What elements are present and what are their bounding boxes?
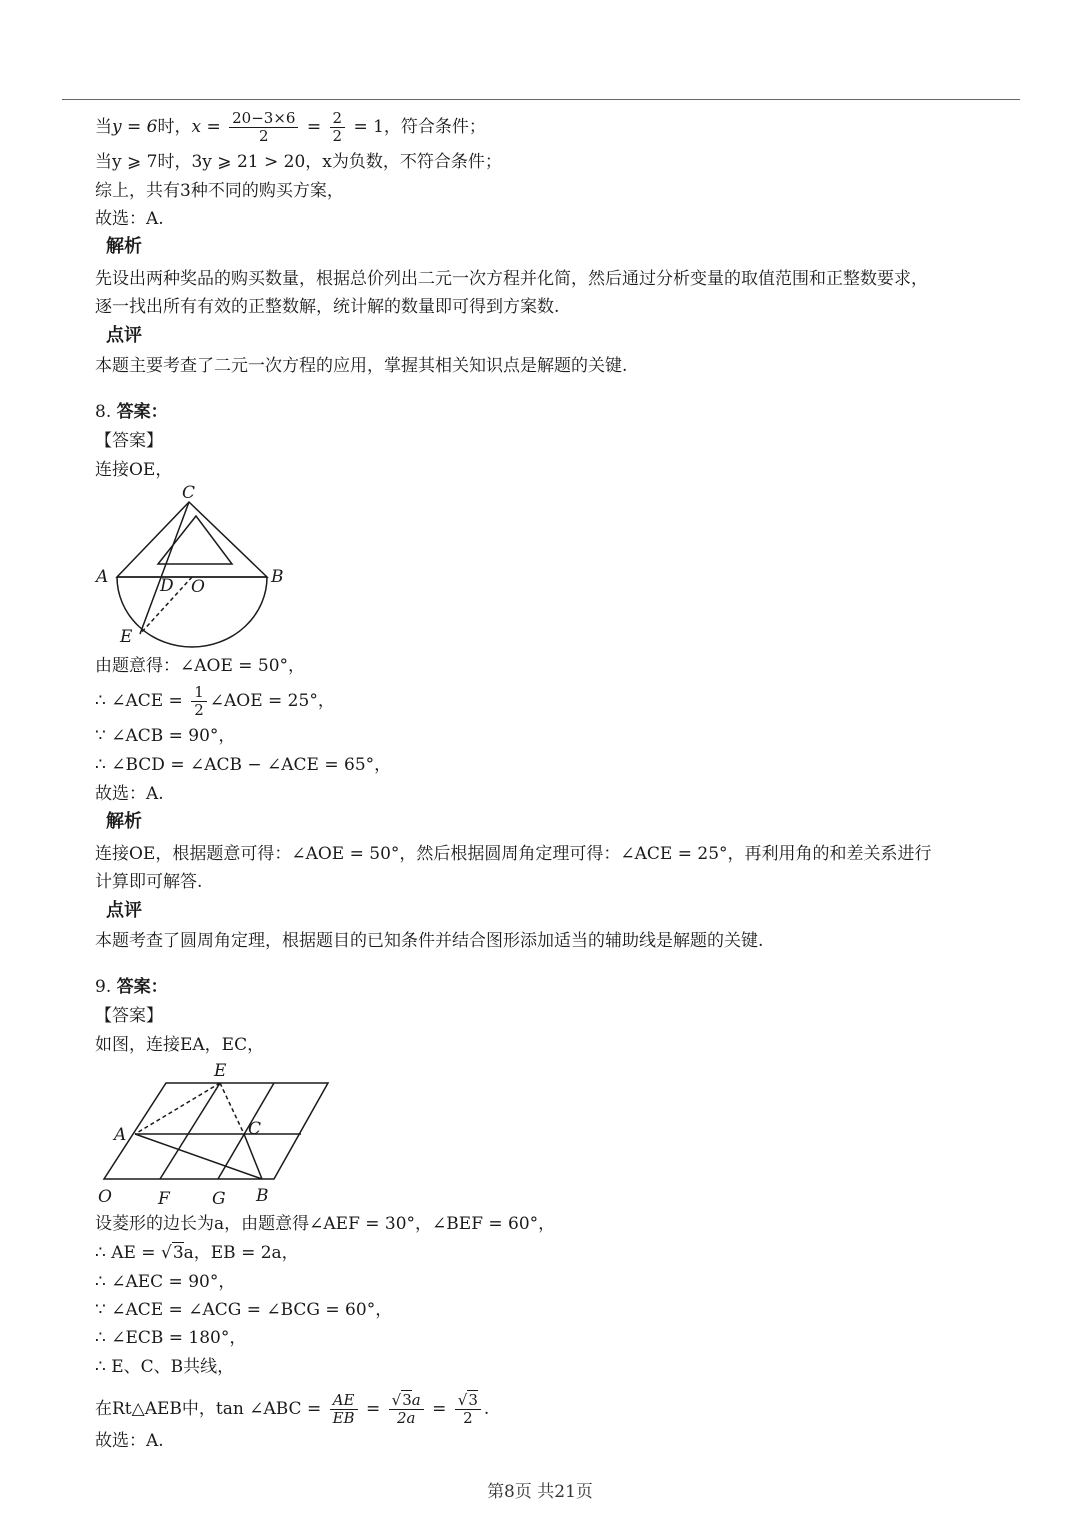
q9-label-b: B: [256, 1186, 269, 1206]
q7-line2: 当y ⩾ 7时，3y ⩾ 21 > 20，x为负数，不符合条件；: [95, 152, 502, 172]
q7-jiexi-heading: 解析: [106, 236, 142, 257]
q7-line1: 当y = 6时，x = $\frac{20-3\times 6}{2}$ = $\frac{2}{2}$ = 1，符合条件；: [95, 109, 486, 145]
q9-step5: ∴ ∠ECB = 180°，: [95, 1328, 247, 1348]
q9-label-e: E: [214, 1061, 227, 1081]
q9-diag-1: [160, 1083, 220, 1179]
q9-step1: 设菱形的边长为a，由题意得∠AEF = 30°，∠BEF = 60°，: [95, 1214, 556, 1234]
header-rule: [62, 99, 1020, 100]
q8-header: 8. 答案：: [95, 402, 168, 422]
q8-step2: ∴ ∠ACE = $\frac{1}{2}$ ∠AOE = 25°，: [95, 683, 335, 719]
q8-jiexi-line1: 连接OE，根据题意可得：∠AOE = 50°，然后根据圆周角定理可得：∠ACE = 25°，再利用角的和差关系进行: [95, 844, 932, 864]
q9-label-o: O: [98, 1187, 112, 1207]
q7-line3: 综上，共有3种不同的购买方案，: [95, 181, 344, 201]
q9-label-g: G: [212, 1189, 226, 1209]
q9-line-cb: [244, 1134, 262, 1179]
q8-label-d: D: [160, 576, 174, 596]
q9-fraction-sqrt3a-2a: $\frac{√3a}{2a}$: [389, 1392, 424, 1427]
q8-figure: [90, 482, 290, 652]
q9-step8: 故选：A.: [95, 1431, 164, 1451]
q8-line-ce: [140, 502, 189, 634]
q8-label-c: C: [182, 483, 196, 503]
q8-step1: 由题意得：∠AOE = 50°，: [95, 656, 306, 676]
q8-step3: ∵ ∠ACB = 90°，: [95, 726, 236, 746]
q9-label-c: C: [248, 1119, 262, 1139]
q9-line-ec: [220, 1083, 244, 1134]
q8-jiexi-line2: 计算即可解答.: [95, 872, 203, 892]
q7-line4: 故选：A.: [95, 209, 164, 229]
q9-step7: 在Rt△AEB中，tan ∠ABC = $\frac{AE}{EB}$ = $\frac{√3a}{2a}$ = $\frac{√3}{2}$ .: [95, 1391, 490, 1427]
q9-rhombus-outline: [104, 1083, 328, 1179]
q9-line-ab: [135, 1134, 262, 1179]
q7-dianping-heading: 点评: [106, 325, 142, 346]
q9-header: 9. 答案：: [95, 977, 168, 997]
q7-fraction-1: $\frac{20-3\times 6}{2}$: [229, 110, 298, 145]
q9-fraction-ae-eb: $\frac{AE}{EB}$: [330, 1392, 358, 1427]
q8-label-o: O: [191, 577, 205, 597]
q7-jiexi-line1: 先设出两种奖品的购买数量，根据总价列出二元一次方程并化简，然后通过分析变量的取值范围和正整数要求，: [95, 269, 928, 289]
q9-line-ea: [135, 1083, 220, 1134]
q8-step5: 故选：A.: [95, 784, 164, 804]
q7-jiexi-line2: 逐一找出所有有效的正整数解，统计解的数量即可得到方案数.: [95, 297, 560, 317]
q8-label-a: A: [96, 567, 109, 587]
q9-answer-label: 【答案】: [95, 1006, 163, 1026]
q8-triangle-outer: [117, 502, 267, 577]
q8-dianping-heading: 点评: [106, 900, 142, 921]
q9-label-f: F: [158, 1189, 170, 1209]
q8-half-fraction: $\frac{1}{2}$: [191, 684, 207, 719]
page-footer: 第8页 共21页: [487, 1482, 593, 1502]
q8-step4: ∴ ∠BCD = ∠ACB − ∠ACE = 65°，: [95, 755, 392, 775]
q7-fraction-2: $\frac{2}{2}$: [330, 110, 346, 145]
q9-step3: ∴ ∠AEC = 90°，: [95, 1272, 236, 1292]
q8-connect: 连接OE，: [95, 460, 173, 480]
q9-step4: ∵ ∠ACE = ∠ACG = ∠BCG = 60°，: [95, 1300, 393, 1320]
q8-answer-label: 【答案】: [95, 431, 163, 451]
q9-label-a: A: [114, 1125, 127, 1145]
q9-figure: [92, 1058, 342, 1213]
q9-step6: ∴ E、C、B共线，: [95, 1357, 235, 1377]
q9-fraction-sqrt3-2: $\frac{√3}{2}$: [455, 1392, 481, 1427]
q7-dianping-line1: 本题主要考查了二元一次方程的应用，掌握其相关知识点是解题的关键.: [95, 356, 628, 376]
q8-label-e: E: [120, 627, 133, 647]
q8-dianping-line1: 本题考查了圆周角定理，根据题目的已知条件并结合图形添加适当的辅助线是解题的关键.: [95, 931, 764, 951]
q8-jiexi-heading: 解析: [106, 811, 142, 832]
q8-label-b: B: [271, 567, 284, 587]
q9-step2: ∴ AE = √3a，EB = 2a，: [95, 1243, 299, 1263]
q9-connect: 如图，连接EA，EC，: [95, 1035, 265, 1055]
